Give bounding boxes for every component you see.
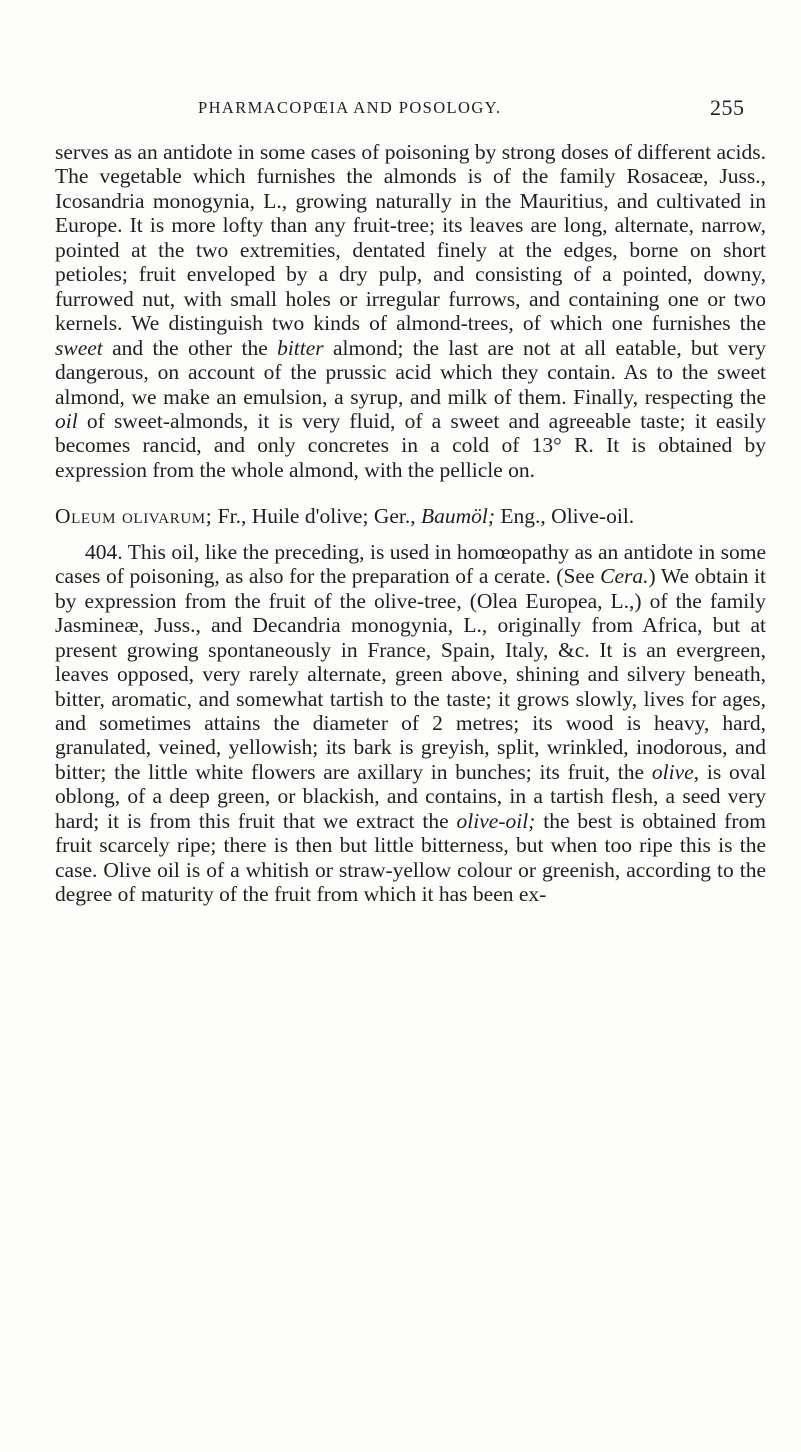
text-run: of sweet-almonds, it is very fluid, of a sweet and agreeable taste; it easily becomes rancid, and only concretes in a cold of 13° R. It is obtained by expression from the whole almond, with the pellicle on. bbox=[55, 408, 766, 482]
text-run: and the other the bbox=[102, 335, 278, 360]
running-head bbox=[0, 95, 801, 128]
body-text bbox=[55, 140, 766, 907]
text-run: is oval oblong, of a deep green, or blackish, and contains, in a tartish flesh, a seed very hard; it is from this fruit that we extract the bbox=[55, 759, 766, 833]
text-run: serves as an antidote in some cases of poisoning by strong doses of different acids. The vegetable which furnishes the almonds is of the family Rosaceæ, Juss., Icosandria monogynia, L., growing naturally in the Mauritius, and cultivated in Europe. It is more lofty than any fruit-tree; its leaves are long, alternate, narrow, pointed at the two extremities, dentated finely at the edges, borne on short petioles; fruit enveloped by a dry pulp, and consisting of a pointed, downy, furrowed nut, with small holes or irregular furrows, and containing one or two kernels. We distinguish two kinds of almond-trees, of which one furnishes the bbox=[55, 140, 766, 336]
italic-term-bitter: bitter bbox=[277, 335, 324, 360]
entry-heading-oleum-olivarum bbox=[55, 504, 766, 528]
text-run: 404. This oil, like the preceding, is used in homœopathy as an antidote in some cases of poisoning, as also for the preparation of a cerate. (See bbox=[55, 539, 766, 589]
italic-term-oil: oil bbox=[55, 408, 78, 433]
italic-term-olive-oil: olive-oil; bbox=[456, 808, 536, 833]
entry-term: Oleum olivarum; bbox=[55, 504, 213, 529]
running-title: PHARMACOPŒIA AND POSOLOGY. bbox=[198, 98, 502, 117]
text-run: ) We obtain it by expression from the fruit of the olive-tree, (Olea Europea, L.,) of the family Jasmineæ, Juss., and Decandria monogynia, L., originally from Africa, but at present growing spontaneously in France, Spain, Italy, &c. It is an evergreen, leaves opposed, very rarely alternate, green above, shining and silvery beneath, bitter, aromatic, and somewhat tartish to the taste; it grows slowly, lives for ages, and sometimes attains the diameter of 2 metres; its wood is heavy, hard, granulated, veined, yellowish; its bark is greyish, split, wrinkled, inodorous, and bitter; the little white flowers are axillary in bunches; its fruit, the bbox=[55, 564, 766, 784]
italic-term-baumol: Baumöl; bbox=[420, 504, 496, 529]
paragraph-404 bbox=[55, 540, 766, 907]
text-run: almond; the last are not at all eatable, but very dangerous, on account of the prussic acid which they contain. As to the sweet almond, we make an emulsion, a syrup, and milk of them. Finally, respecting the bbox=[55, 335, 766, 409]
paragraph-almonds bbox=[55, 140, 766, 482]
page-number: 255 bbox=[710, 95, 745, 120]
italic-term-olive: olive, bbox=[651, 759, 700, 784]
text-run: Fr., Huile d'olive; Ger., bbox=[212, 504, 421, 529]
text-run: Eng., Olive-oil. bbox=[495, 504, 635, 529]
italic-term-sweet: sweet bbox=[55, 335, 103, 360]
italic-term-cera: Cera. bbox=[600, 564, 649, 589]
text-run: the best is obtained from fruit scarcely ripe; there is then but little bitterness, but when too ripe this is the case. Olive oil is of a whitish or straw-yellow colour or greenish, according to the degree of maturity of the fruit from which it has been ex- bbox=[55, 808, 766, 907]
